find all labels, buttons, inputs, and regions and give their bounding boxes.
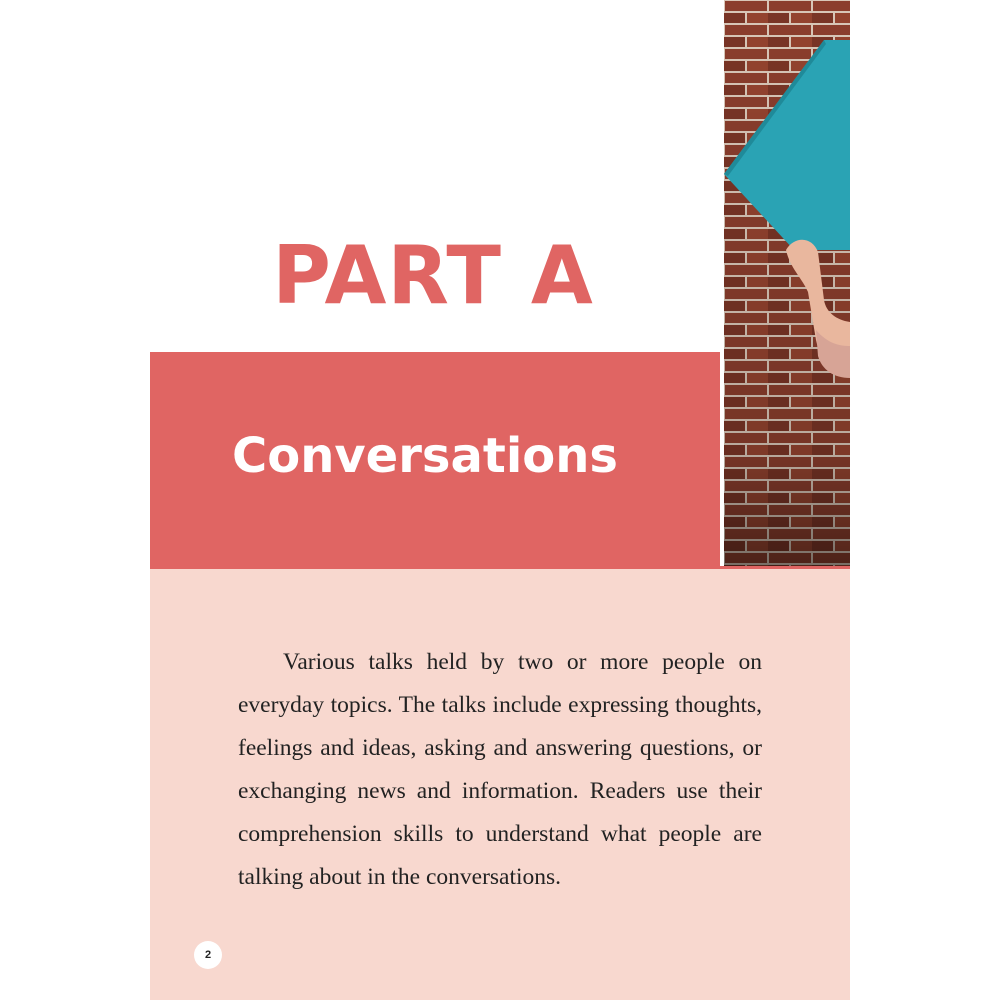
page-number-badge: 2: [194, 941, 222, 969]
body-area: [150, 569, 850, 1000]
section-subtitle: Conversations: [232, 428, 618, 484]
document-page: [150, 0, 850, 1000]
description-paragraph: Various talks held by two or more people on everyday topics. The talks include expressing thoughts, feelings and ideas, asking and answering questions, or exchanging news and information. Readers use their comprehension skills to understand what people are talking about in the conversations.: [238, 649, 762, 890]
photo-brick-wall-sign: [720, 0, 850, 566]
part-title: PART A: [272, 229, 594, 322]
